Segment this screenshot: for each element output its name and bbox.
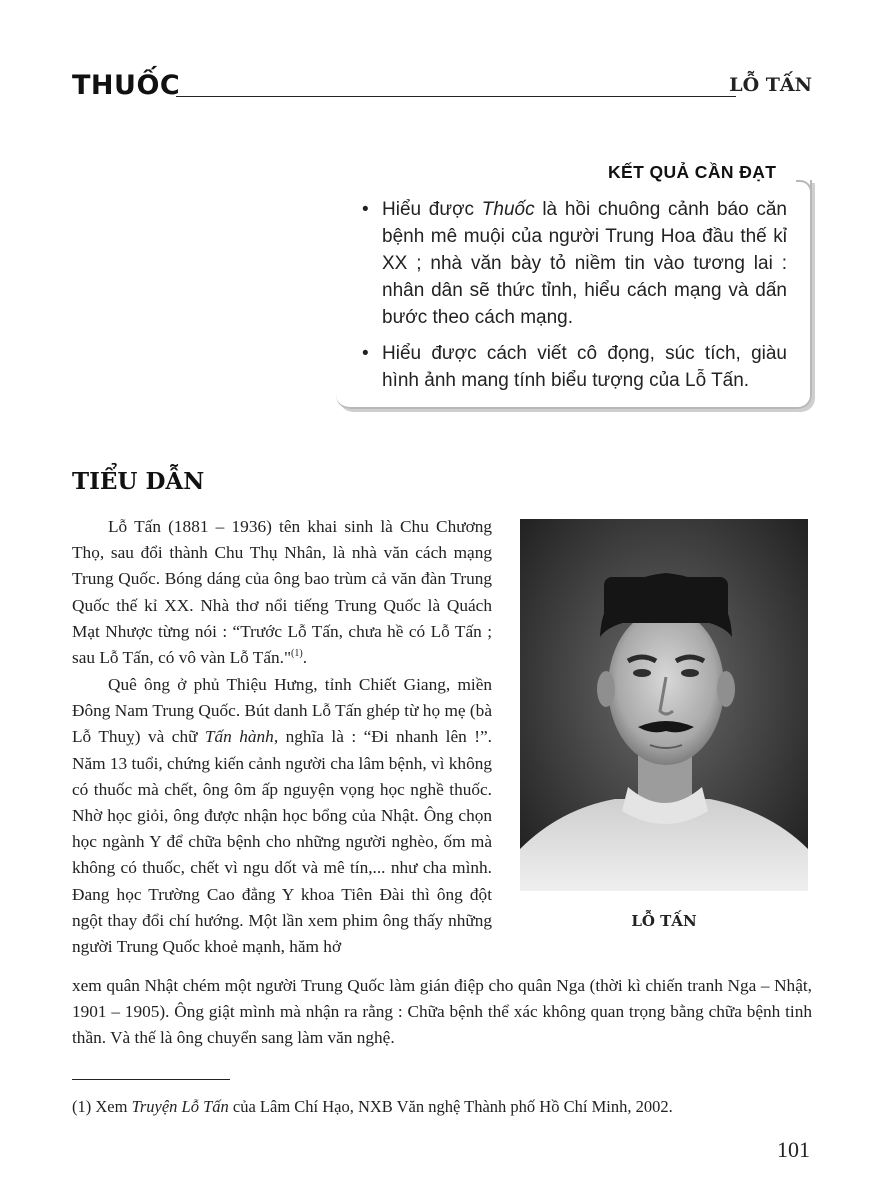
footnote-ref: (1) xyxy=(291,648,303,660)
portrait-caption: LỖ TẤN xyxy=(631,912,697,930)
section-heading: TIỂU DẪN xyxy=(72,468,205,495)
chapter-author: LỖ TẤN xyxy=(729,74,812,96)
goal-item: • Hiểu được Thuốc là hồi chuông cảnh báo căn bệnh mê muội của người Trung Hoa đầu thế kỉ XX ; nhà văn bày tỏ niềm tin vào tương lai : nhân dân sẽ thức tỉnh, hiểu cách mạng và dấn bước theo cách mạng. xyxy=(362,196,787,331)
page-header xyxy=(72,70,812,104)
bullet-icon: • xyxy=(362,199,369,220)
intro-paragraph-1: Lỗ Tấn (1881 – 1936) tên khai sinh là Chu Chương Thọ, sau đổi thành Chu Thụ Nhân, là nhà văn cách mạng Trung Quốc. Bóng dáng của ông bao trùm cả văn đàn Trung Quốc thế kỉ XX. Nhà thơ nổi tiếng Trung Quốc là Quách Mạt Nhược từng nói : “Trước Lỗ Tấn, chưa hề có Lỗ Tấn ; sau Lỗ Tấn, có vô vàn Lỗ Tấn."$^{(1)}$. xyxy=(72,517,492,668)
bullet-icon: • xyxy=(362,343,369,364)
author-portrait xyxy=(520,519,808,891)
page-number: 101 xyxy=(777,1137,810,1162)
goals-title: KẾT QUẢ CẦN ĐẠT xyxy=(608,162,777,182)
chapter-title: THUỐC xyxy=(72,70,181,101)
footnote-rule xyxy=(72,1079,230,1080)
goal-item: • Hiểu được cách viết cô đọng, súc tích, giàu hình ảnh mang tính biểu tượng của Lỗ Tấn. xyxy=(362,340,787,394)
goals-list xyxy=(362,196,787,403)
footnote: (1) Xem Truyện Lỗ Tấn của Lâm Chí Hạo, NXB Văn nghệ Thành phố Hồ Chí Minh, 2002. xyxy=(72,1097,673,1116)
intro-paragraph-2: Quê ông ở phủ Thiệu Hưng, tỉnh Chiết Giang, miền Đông Nam Trung Quốc. Bút danh Lỗ Tấn ghép từ họ mẹ (bà Lỗ Thuỵ) và chữ Tấn hành, nghĩa là : “Đi nhanh lên !”. Năm 13 tuổi, chứng kiến cảnh người cha lâm bệnh, vì không có thuốc mà chết, ông ôm ấp nguyện vọng học nghề thuốc. Nhờ học giỏi, ông được nhận học bổng của Nhật. Ông chọn học ngành Y để chữa bệnh cho những người nghèo, ốm mà không có thuốc, chết vì ngu dốt và mê tín,... như cha mình. Đang học Trường Cao đẳng Y khoa Tiên Đài thì ông đột ngột thay đổi chí hướng. Một lần xem phim ông thấy những người Trung Quốc khoẻ mạnh, hăm hở xyxy=(72,675,492,957)
header-rule xyxy=(176,96,736,97)
intro-paragraph-2-continued: xem quân Nhật chém một người Trung Quốc làm gián điệp cho quân Nga (thời kì chiến tranh Nga – Nhật, 1901 – 1905). Ông giật mình mà nhận ra rằng : Chữa bệnh thể xác không quan trọng bằng chữa bệnh tinh thần. Và thế là ông chuyển sang làm văn nghệ. xyxy=(72,976,812,1048)
